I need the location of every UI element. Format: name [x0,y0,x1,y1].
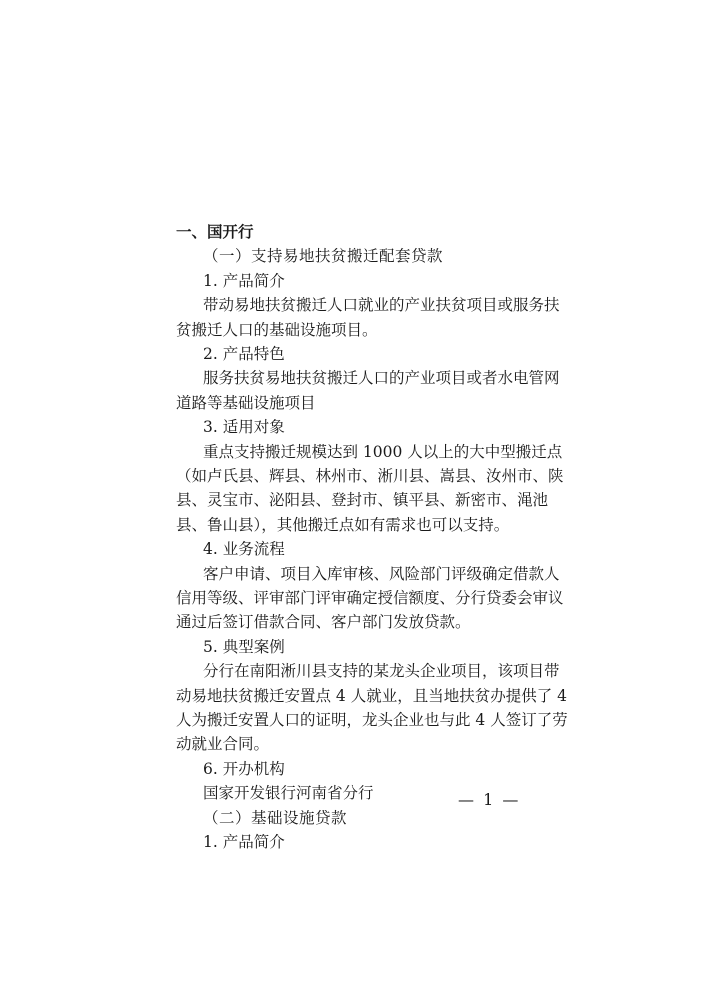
subsection-2-intro-heading: 1. 产品简介 [203,833,285,851]
process-text-line-2: 信用等级、评审部门评审确定授信额度、分行贷委会审议 [176,589,564,607]
target-text-line-2: （如卢氏县、辉县、林州市、淅川县、嵩县、汝州市、陕 [176,467,564,485]
section-title: 一、国开行 [176,223,254,241]
case-text-line-2: 动易地扶贫搬迁安置点 4 人就业，且当地扶贫办提供了 4 [176,686,568,705]
page-number: — 1 — [458,790,521,809]
feature-heading: 2. 产品特色 [203,345,285,363]
case-heading: 5. 典型案例 [203,637,285,656]
process-text-line-1: 客户申请、项目入库审核、风险部门评级确定借款人 [203,564,560,583]
agency-heading: 6. 开办机构 [203,759,285,778]
target-text-line-4: 县、鲁山县），其他搬迁点如有需求也可以支持。 [176,515,510,534]
process-heading: 4. 业务流程 [203,540,285,559]
feature-text-line-2: 道路等基础设施项目 [176,393,316,412]
agency-text: 国家开发银行河南省分行 [203,784,374,803]
case-text-line-4: 动就业合同。 [176,735,270,754]
target-heading: 3. 适用对象 [203,418,285,437]
target-text-line-1: 重点支持搬迁规模达到 1000 人以上的大中型搬迁点 [203,442,563,461]
intro-heading: 1. 产品简介 [203,271,285,290]
subsection-2-title: （二）基础设施贷款 [203,808,348,827]
feature-text-line-1: 服务扶贫易地扶贫搬迁人口的产业项目或者水电管网 [203,369,560,388]
intro-text-line-2: 贫搬迁人口的基础设施项目。 [176,320,378,339]
case-text-line-3: 人为搬迁安置人口的证明，龙头企业也与此 4 人签订了劳 [176,711,568,729]
case-text-line-1: 分行在南阳淅川县支持的某龙头企业项目，该项目带 [203,662,560,681]
intro-text-line-1: 带动易地扶贫搬迁人口就业的产业扶贫项目或服务扶 [203,296,560,315]
target-text-line-3: 县、灵宝市、泌阳县、登封市、镇平县、新密市、渑池 [176,491,549,510]
subsection-1-title: （一）支持易地扶贫搬迁配套贷款 [203,247,444,266]
process-text-line-3: 通过后签订借款合同、客户部门发放贷款。 [176,613,471,632]
